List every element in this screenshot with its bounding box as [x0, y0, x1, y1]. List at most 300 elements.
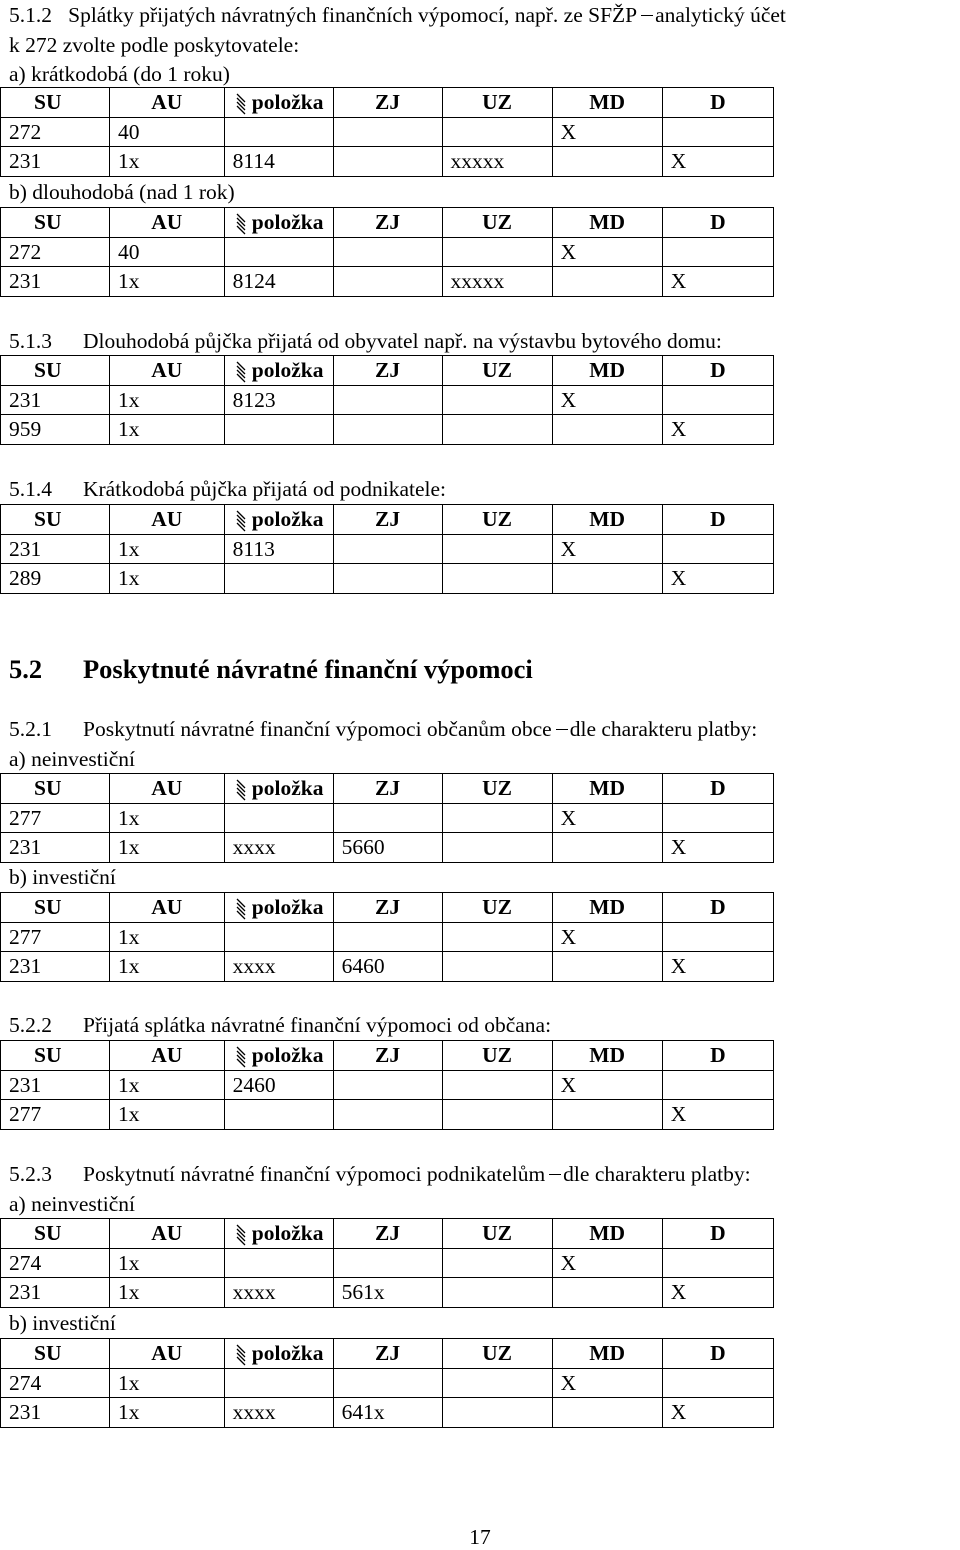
- header-label: D: [710, 895, 726, 920]
- header-label: D: [710, 210, 726, 235]
- cell-uz: xxxxx: [442, 147, 552, 177]
- header-cell-su: [1, 1219, 110, 1249]
- cell-uz: [442, 1070, 552, 1100]
- cell-zj: 641x: [333, 1398, 442, 1428]
- header-cell-au: [109, 893, 224, 923]
- section-sign-icon: [234, 1223, 248, 1247]
- account-table: [0, 355, 774, 445]
- cell-su: 277: [1, 922, 110, 952]
- header-label: UZ: [482, 210, 513, 235]
- cell-md: [552, 1278, 662, 1308]
- cell-md: [552, 415, 662, 445]
- header-label: SU: [34, 1221, 62, 1246]
- cell-md: X: [552, 1368, 662, 1398]
- header-cell-polozka: [224, 1219, 333, 1249]
- cell-au: 1x: [109, 1100, 224, 1130]
- cell-uz: [442, 1368, 552, 1398]
- subsection-label: a) neinvestiční: [9, 1192, 135, 1216]
- cell-md: [552, 952, 662, 982]
- dash-glyph: [637, 6, 655, 25]
- cell-polozka: [224, 564, 333, 594]
- cell-md: X: [552, 534, 662, 564]
- header-cell-uz: [442, 774, 552, 804]
- header-cell-au: [109, 505, 224, 535]
- header-label: D: [710, 507, 726, 532]
- cell-su: 289: [1, 564, 110, 594]
- cell-zj: [333, 147, 442, 177]
- table-row: [1, 1278, 774, 1308]
- header-label: D: [710, 1221, 726, 1246]
- cell-d: [662, 922, 773, 952]
- cell-polozka: [224, 1248, 333, 1278]
- section-number: 5.2.1: [9, 717, 52, 741]
- cell-d: [662, 1070, 773, 1100]
- table-header-row: [1, 774, 774, 804]
- heading-title: Poskytnuté návratné finanční výpomoci: [83, 654, 533, 684]
- header-label: ZJ: [375, 1341, 401, 1366]
- header-cell-zj: [333, 356, 442, 386]
- cell-su: 274: [1, 1248, 110, 1278]
- header-label: UZ: [482, 1221, 513, 1246]
- cell-uz: xxxxx: [442, 267, 552, 297]
- table-row: [1, 237, 774, 267]
- header-label: AU: [151, 1043, 183, 1068]
- header-label: UZ: [482, 358, 513, 383]
- header-cell-polozka: [224, 893, 333, 923]
- header-label: SU: [34, 1043, 62, 1068]
- header-label: MD: [589, 1043, 626, 1068]
- cell-d: X: [662, 415, 773, 445]
- section-sign-icon: [234, 212, 248, 236]
- cell-au: 1x: [109, 267, 224, 297]
- header-cell-md: [552, 356, 662, 386]
- header-cell-d: [662, 1219, 773, 1249]
- cell-md: X: [552, 117, 662, 147]
- table-row: [1, 1368, 774, 1398]
- heading-5-2: [9, 652, 533, 686]
- cell-au: 1x: [109, 922, 224, 952]
- cell-md: [552, 267, 662, 297]
- cell-d: [662, 117, 773, 147]
- header-label: MD: [589, 895, 626, 920]
- header-cell-uz: [442, 1041, 552, 1071]
- header-label: MD: [589, 507, 626, 532]
- header-cell-au: [109, 1339, 224, 1369]
- cell-su: 231: [1, 534, 110, 564]
- section-number: 5.1.3: [9, 329, 52, 353]
- table-row: [1, 385, 774, 415]
- cell-md: X: [552, 803, 662, 833]
- cell-au: 1x: [109, 415, 224, 445]
- subsection-label: b) investiční: [9, 865, 116, 889]
- header-label: UZ: [482, 776, 513, 801]
- table-header-row: [1, 356, 774, 386]
- cell-polozka: [224, 415, 333, 445]
- cell-polozka: xxxx: [224, 1398, 333, 1428]
- header-label: AU: [151, 210, 183, 235]
- header-cell-su: [1, 356, 110, 386]
- cell-su: 231: [1, 952, 110, 982]
- header-label: ZJ: [375, 895, 401, 920]
- section-5-1-4-title: [9, 474, 446, 504]
- cell-su: 272: [1, 117, 110, 147]
- header-label: AU: [151, 1221, 183, 1246]
- header-cell-polozka: [224, 88, 333, 118]
- cell-uz: [442, 1248, 552, 1278]
- section-title: Přijatá splátka návratné finanční výpomoci od občana:: [83, 1013, 552, 1037]
- cell-polozka: [224, 237, 333, 267]
- header-label: AU: [151, 90, 183, 115]
- header-cell-uz: [442, 1219, 552, 1249]
- account-table: [0, 504, 774, 594]
- header-label: SU: [34, 507, 62, 532]
- cell-d: [662, 534, 773, 564]
- cell-zj: [333, 922, 442, 952]
- cell-su: 231: [1, 1398, 110, 1428]
- table-row: [1, 1248, 774, 1278]
- cell-zj: 561x: [333, 1278, 442, 1308]
- header-cell-d: [662, 208, 773, 238]
- section-sign-icon: [234, 92, 248, 116]
- cell-uz: [442, 237, 552, 267]
- cell-au: 1x: [109, 1248, 224, 1278]
- cell-d: X: [662, 952, 773, 982]
- header-cell-md: [552, 88, 662, 118]
- cell-su: 231: [1, 385, 110, 415]
- header-cell-polozka: [224, 208, 333, 238]
- header-cell-zj: [333, 1339, 442, 1369]
- section-5-1-2-title: [9, 0, 786, 30]
- cell-au: 1x: [109, 534, 224, 564]
- header-cell-zj: [333, 1219, 442, 1249]
- header-label: SU: [34, 776, 62, 801]
- section-5-1-2-title-line2: k 272 zvolte podle poskytovatele:: [9, 33, 300, 57]
- header-cell-su: [1, 1339, 110, 1369]
- cell-md: [552, 1100, 662, 1130]
- cell-au: 40: [109, 237, 224, 267]
- cell-zj: [333, 1070, 442, 1100]
- table-row: [1, 415, 774, 445]
- header-cell-d: [662, 893, 773, 923]
- header-label: SU: [34, 210, 62, 235]
- cell-polozka: 2460: [224, 1070, 333, 1100]
- cell-zj: [333, 237, 442, 267]
- section-title: Poskytnutí návratné finanční výpomoci občanům obce: [83, 717, 552, 741]
- header-cell-d: [662, 1041, 773, 1071]
- account-table: [0, 1040, 774, 1130]
- cell-zj: [333, 1368, 442, 1398]
- cell-md: [552, 833, 662, 863]
- cell-zj: [333, 385, 442, 415]
- header-cell-md: [552, 774, 662, 804]
- header-cell-zj: [333, 505, 442, 535]
- cell-zj: 5660: [333, 833, 442, 863]
- section-sign-icon: [234, 1343, 248, 1367]
- cell-au: 1x: [109, 147, 224, 177]
- header-label: AU: [151, 358, 183, 383]
- table-row: [1, 267, 774, 297]
- header-cell-d: [662, 88, 773, 118]
- header-label: UZ: [482, 895, 513, 920]
- table-header-row: [1, 1041, 774, 1071]
- header-cell-polozka: [224, 356, 333, 386]
- cell-polozka: 8124: [224, 267, 333, 297]
- header-cell-au: [109, 356, 224, 386]
- cell-polozka: 8114: [224, 147, 333, 177]
- header-cell-au: [109, 1219, 224, 1249]
- cell-d: X: [662, 833, 773, 863]
- header-cell-su: [1, 1041, 110, 1071]
- header-label: AU: [151, 776, 183, 801]
- header-cell-d: [662, 774, 773, 804]
- cell-au: 1x: [109, 1398, 224, 1428]
- subsection-label: a) neinvestiční: [9, 747, 135, 771]
- cell-d: [662, 1368, 773, 1398]
- cell-au: 1x: [109, 1070, 224, 1100]
- table-header-row: [1, 1339, 774, 1369]
- table-row: [1, 1100, 774, 1130]
- header-cell-polozka: [224, 1339, 333, 1369]
- section-5-1-3-title: [9, 326, 722, 356]
- cell-uz: [442, 564, 552, 594]
- cell-su: 277: [1, 1100, 110, 1130]
- table-row: [1, 534, 774, 564]
- cell-su: 231: [1, 1278, 110, 1308]
- section-5-2-1-title: [9, 714, 757, 744]
- cell-polozka: [224, 1100, 333, 1130]
- header-label: položka: [251, 358, 324, 383]
- header-label: SU: [34, 358, 62, 383]
- header-label: SU: [34, 90, 62, 115]
- header-label: MD: [589, 358, 626, 383]
- cell-zj: [333, 1100, 442, 1130]
- cell-su: 231: [1, 1070, 110, 1100]
- account-table: [0, 87, 774, 177]
- cell-d: [662, 237, 773, 267]
- cell-au: 1x: [109, 1278, 224, 1308]
- header-cell-polozka: [224, 774, 333, 804]
- header-label: D: [710, 358, 726, 383]
- header-label: UZ: [482, 1341, 513, 1366]
- cell-su: 272: [1, 237, 110, 267]
- dash-glyph: [552, 720, 570, 739]
- cell-polozka: [224, 803, 333, 833]
- table-header-row: [1, 88, 774, 118]
- section-number: 5.1.4: [9, 477, 52, 501]
- header-label: položka: [251, 1043, 324, 1068]
- header-cell-zj: [333, 88, 442, 118]
- cell-au: 1x: [109, 564, 224, 594]
- cell-md: X: [552, 1070, 662, 1100]
- header-label: D: [710, 776, 726, 801]
- header-label: SU: [34, 895, 62, 920]
- cell-su: 231: [1, 147, 110, 177]
- section-title-tail: dle charakteru platby:: [569, 717, 758, 741]
- table-row: [1, 147, 774, 177]
- header-cell-uz: [442, 1339, 552, 1369]
- header-label: MD: [589, 210, 626, 235]
- table-header-row: [1, 893, 774, 923]
- table-row: [1, 833, 774, 863]
- header-cell-au: [109, 88, 224, 118]
- header-label: ZJ: [375, 1043, 401, 1068]
- header-label: položka: [251, 90, 324, 115]
- header-cell-polozka: [224, 1041, 333, 1071]
- account-table: [0, 892, 774, 982]
- section-sign-icon: [234, 897, 248, 921]
- section-title: Dlouhodobá půjčka přijatá od obyvatel např. na výstavbu bytového domu:: [83, 329, 722, 353]
- table-header-row: [1, 505, 774, 535]
- section-title-tail: analytický účet: [655, 3, 786, 27]
- cell-polozka: 8113: [224, 534, 333, 564]
- section-number: 5.1.2: [9, 3, 52, 27]
- header-cell-au: [109, 1041, 224, 1071]
- cell-au: 1x: [109, 833, 224, 863]
- account-table: [0, 1218, 774, 1308]
- cell-md: X: [552, 385, 662, 415]
- cell-d: X: [662, 267, 773, 297]
- header-label: MD: [589, 1341, 626, 1366]
- section-title-tail: dle charakteru platby:: [563, 1162, 751, 1186]
- header-cell-d: [662, 356, 773, 386]
- header-cell-au: [109, 774, 224, 804]
- header-cell-zj: [333, 1041, 442, 1071]
- subsection-label: b) dlouhodobá (nad 1 rok): [9, 180, 235, 204]
- cell-au: 1x: [109, 803, 224, 833]
- header-cell-d: [662, 505, 773, 535]
- cell-uz: [442, 415, 552, 445]
- account-table: [0, 1338, 774, 1428]
- cell-uz: [442, 922, 552, 952]
- cell-zj: [333, 415, 442, 445]
- cell-md: X: [552, 1248, 662, 1278]
- cell-su: 959: [1, 415, 110, 445]
- header-label: UZ: [482, 90, 513, 115]
- cell-md: X: [552, 237, 662, 267]
- cell-su: 277: [1, 803, 110, 833]
- table-row: [1, 1398, 774, 1428]
- table-row: [1, 803, 774, 833]
- cell-polozka: [224, 117, 333, 147]
- header-cell-uz: [442, 88, 552, 118]
- cell-zj: [333, 803, 442, 833]
- cell-d: [662, 803, 773, 833]
- cell-uz: [442, 1398, 552, 1428]
- header-label: UZ: [482, 507, 513, 532]
- cell-zj: [333, 564, 442, 594]
- cell-zj: [333, 267, 442, 297]
- header-label: ZJ: [375, 1221, 401, 1246]
- header-label: ZJ: [375, 90, 401, 115]
- cell-zj: [333, 1248, 442, 1278]
- cell-md: [552, 564, 662, 594]
- header-label: D: [710, 1043, 726, 1068]
- cell-d: X: [662, 1398, 773, 1428]
- cell-d: X: [662, 1100, 773, 1130]
- table-row: [1, 952, 774, 982]
- header-cell-uz: [442, 505, 552, 535]
- header-cell-zj: [333, 893, 442, 923]
- cell-d: X: [662, 564, 773, 594]
- cell-su: 231: [1, 267, 110, 297]
- cell-uz: [442, 534, 552, 564]
- cell-polozka: [224, 1368, 333, 1398]
- header-cell-uz: [442, 893, 552, 923]
- header-label: MD: [589, 776, 626, 801]
- header-label: SU: [34, 1341, 62, 1366]
- header-cell-su: [1, 893, 110, 923]
- header-label: položka: [251, 1341, 324, 1366]
- header-label: ZJ: [375, 210, 401, 235]
- cell-au: 1x: [109, 385, 224, 415]
- subsection-label: b) investiční: [9, 1311, 116, 1335]
- page-number: 17: [469, 1525, 491, 1549]
- header-cell-su: [1, 208, 110, 238]
- cell-md: [552, 147, 662, 177]
- cell-d: X: [662, 147, 773, 177]
- header-cell-uz: [442, 208, 552, 238]
- header-label: ZJ: [375, 358, 401, 383]
- heading-number: 5.2: [9, 654, 43, 684]
- section-5-2-3-title: [9, 1159, 751, 1189]
- cell-au: 1x: [109, 1368, 224, 1398]
- cell-md: [552, 1398, 662, 1428]
- header-cell-md: [552, 893, 662, 923]
- header-cell-md: [552, 1339, 662, 1369]
- header-label: D: [710, 1341, 726, 1366]
- header-cell-zj: [333, 208, 442, 238]
- account-table: [0, 207, 774, 297]
- table-row: [1, 117, 774, 147]
- table-header-row: [1, 1219, 774, 1249]
- cell-polozka: xxxx: [224, 952, 333, 982]
- cell-uz: [442, 952, 552, 982]
- header-cell-su: [1, 774, 110, 804]
- cell-polozka: [224, 922, 333, 952]
- section-sign-icon: [234, 360, 248, 384]
- cell-d: [662, 1248, 773, 1278]
- section-title: Splátky přijatých návratných finančních výpomocí, např. ze SFŽP: [68, 3, 638, 27]
- header-label: UZ: [482, 1043, 513, 1068]
- subsection-label: a) krátkodobá (do 1 roku): [9, 62, 230, 86]
- header-cell-su: [1, 88, 110, 118]
- header-label: AU: [151, 895, 183, 920]
- header-label: položka: [251, 210, 324, 235]
- header-label: AU: [151, 507, 183, 532]
- header-cell-uz: [442, 356, 552, 386]
- cell-uz: [442, 1100, 552, 1130]
- cell-polozka: xxxx: [224, 833, 333, 863]
- table-row: [1, 564, 774, 594]
- cell-uz: [442, 1278, 552, 1308]
- header-cell-su: [1, 505, 110, 535]
- cell-uz: [442, 385, 552, 415]
- cell-d: X: [662, 1278, 773, 1308]
- cell-zj: [333, 117, 442, 147]
- header-label: položka: [251, 507, 324, 532]
- cell-uz: [442, 803, 552, 833]
- section-title: Krátkodobá půjčka přijatá od podnikatele:: [83, 477, 446, 501]
- section-5-2-2-title: [9, 1010, 551, 1040]
- section-number: 5.2.2: [9, 1013, 52, 1037]
- cell-uz: [442, 117, 552, 147]
- section-title: Poskytnutí návratné finanční výpomoci podnikatelům: [83, 1162, 546, 1186]
- header-label: ZJ: [375, 507, 401, 532]
- cell-au: 1x: [109, 952, 224, 982]
- cell-zj: 6460: [333, 952, 442, 982]
- header-label: položka: [251, 895, 324, 920]
- cell-md: X: [552, 922, 662, 952]
